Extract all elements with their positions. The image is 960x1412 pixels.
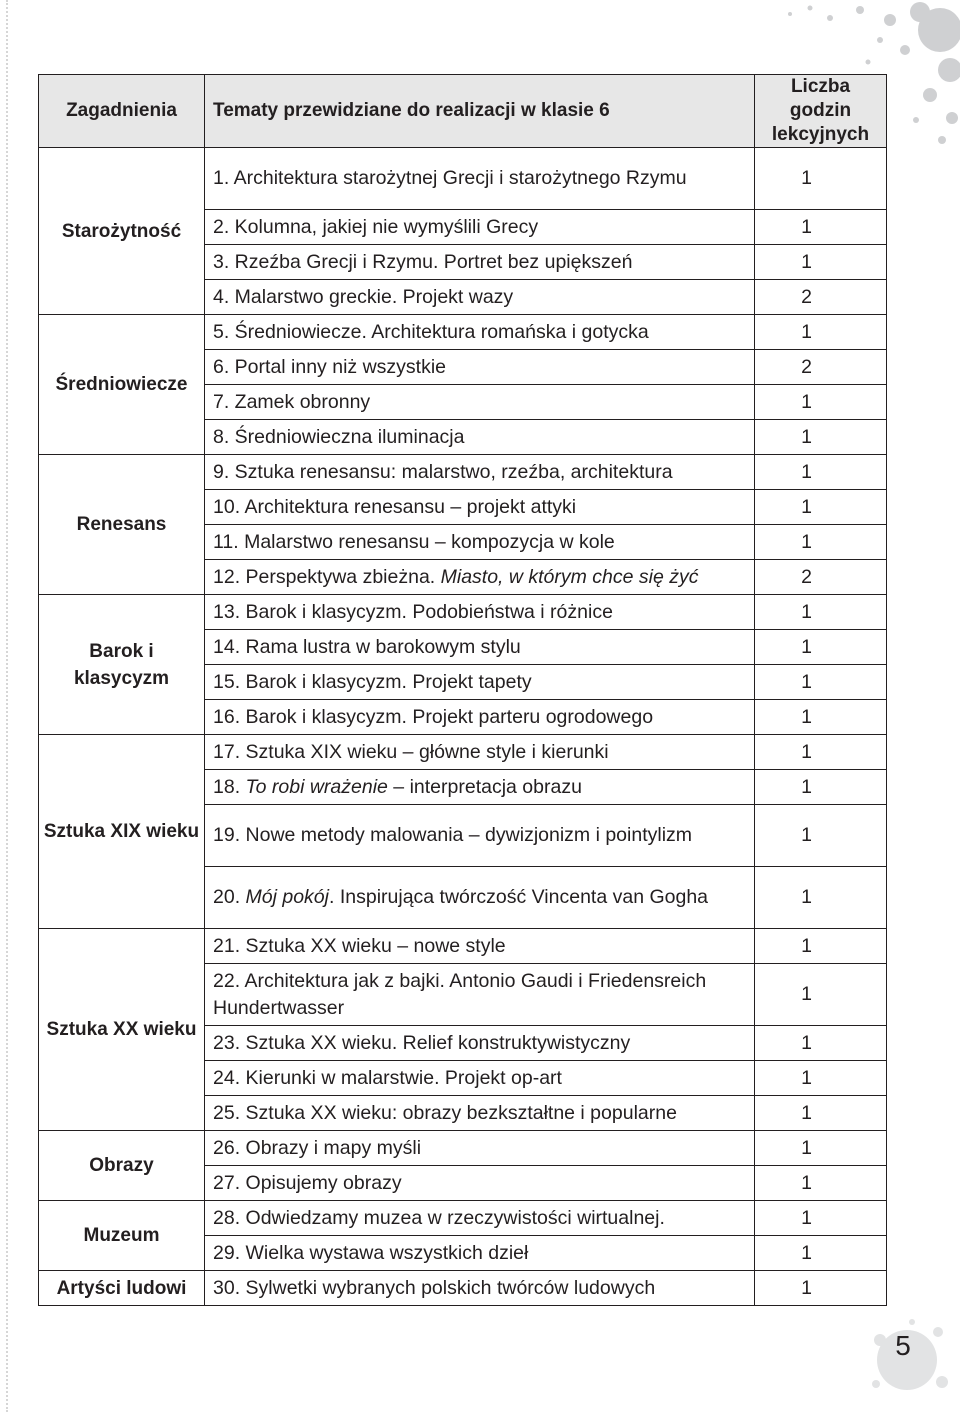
curriculum-table (38, 74, 887, 1306)
topic-italic-title: To robi wrażenie (245, 775, 388, 798)
topic-title (205, 1096, 755, 1131)
table-row (39, 595, 887, 630)
topic-text: 21. Sztuka XX wieku – nowe style (213, 934, 506, 957)
header-sections: Zagadnienia (39, 75, 205, 148)
topic-title (205, 1271, 755, 1306)
topic-hours: 1 (755, 630, 887, 665)
topic-hours: 1 (755, 210, 887, 245)
topic-title (205, 245, 755, 280)
topic-text: 10. Architektura renesansu – projekt attyki (213, 495, 577, 518)
table-row (39, 1201, 887, 1236)
table-row (39, 455, 887, 490)
topic-title (205, 1061, 755, 1096)
topic-hours: 1 (755, 1166, 887, 1201)
topic-title (205, 525, 755, 560)
topic-text: 29. Wielka wystawa wszystkich dzieł (213, 1241, 529, 1264)
topic-hours: 1 (755, 595, 887, 630)
topic-hours: 1 (755, 385, 887, 420)
topic-title (205, 867, 755, 929)
header-hours: Liczba godzin lekcyjnych (755, 75, 887, 148)
topic-text: 23. Sztuka XX wieku. Relief konstruktywistyczny (213, 1031, 631, 1054)
section-name: Średniowiecze (39, 315, 205, 455)
topic-italic-title: Miasto, w którym chce się żyć (440, 565, 699, 588)
topic-hours: 1 (755, 929, 887, 964)
topic-text: 6. Portal inny niż wszystkie (213, 355, 447, 378)
topic-hours: 1 (755, 1026, 887, 1061)
page-number: 5 (895, 1330, 911, 1361)
topic-text: 19. Nowe metody malowania – dywizjonizm i pointylizm (213, 824, 693, 846)
topic-text: 3. Rzeźba Grecji i Rzymu. Portret bez upiększeń (213, 250, 633, 273)
topic-title (205, 280, 755, 315)
section-name: Renesans (39, 455, 205, 595)
topic-title (205, 595, 755, 630)
table-row (39, 315, 887, 350)
table-row (39, 1131, 887, 1166)
topic-title (205, 148, 755, 210)
section-name: Obrazy (39, 1131, 205, 1201)
topic-title (205, 929, 755, 964)
topic-hours: 1 (755, 1201, 887, 1236)
topic-title (205, 1131, 755, 1166)
topic-text: 5. Średniowiecze. Architektura romańska i gotycka (213, 320, 649, 343)
topic-hours: 1 (755, 1236, 887, 1271)
topic-title (205, 315, 755, 350)
topic-title (205, 420, 755, 455)
header-topics: Tematy przewidziane do realizacji w klasie 6 (205, 75, 755, 148)
topic-title (205, 385, 755, 420)
section-name: Sztuka XIX wieku (39, 735, 205, 929)
topic-hours: 2 (755, 280, 887, 315)
topic-title (205, 1236, 755, 1271)
topic-text: 27. Opisujemy obrazy (213, 1171, 402, 1194)
topic-text: 13. Barok i klasycyzm. Podobieństwa i różnice (213, 600, 613, 623)
topic-hours: 1 (755, 148, 887, 210)
topic-text: 17. Sztuka XIX wieku – główne style i kierunki (213, 740, 609, 763)
topic-hours: 1 (755, 490, 887, 525)
table-row (39, 1271, 887, 1306)
topic-text: 26. Obrazy i mapy myśli (213, 1136, 422, 1159)
topic-hours: 1 (755, 665, 887, 700)
topic-text: 24. Kierunki w malarstwie. Projekt op-art (213, 1066, 562, 1089)
topic-hours: 1 (755, 315, 887, 350)
table-header-row (39, 75, 887, 148)
topic-hours: 1 (755, 525, 887, 560)
topic-text: 14. Rama lustra w barokowym stylu (213, 635, 521, 658)
topic-text: 2. Kolumna, jakiej nie wymyślili Grecy (213, 215, 539, 238)
topic-hours: 2 (755, 560, 887, 595)
section-name: Starożytność (39, 148, 205, 315)
section-name: Sztuka XX wieku (39, 929, 205, 1131)
topic-title (205, 210, 755, 245)
topic-title (205, 665, 755, 700)
page-dotted-edge (6, 0, 8, 1412)
topic-text: 28. Odwiedzamy muzea w rzeczywistości wirtualnej. (213, 1206, 665, 1229)
topic-title (205, 735, 755, 770)
table-body (39, 148, 887, 1306)
topic-title (205, 700, 755, 735)
topic-hours: 1 (755, 867, 887, 929)
topic-title (205, 805, 755, 867)
topic-number: 20. (213, 886, 246, 908)
topic-hours: 1 (755, 964, 887, 1026)
topic-number: 18. (213, 775, 246, 798)
topic-title (205, 455, 755, 490)
section-name: Artyści ludowi (39, 1271, 205, 1306)
topic-hours: 1 (755, 245, 887, 280)
topic-hours: 2 (755, 350, 887, 385)
table-row (39, 148, 887, 210)
topic-hours: 1 (755, 1271, 887, 1306)
topic-hours: 1 (755, 805, 887, 867)
topic-text: 12. Perspektywa zbieżna. (213, 565, 441, 588)
topic-title (205, 490, 755, 525)
topic-hours: 1 (755, 700, 887, 735)
topic-text: 15. Barok i klasycyzm. Projekt tapety (213, 670, 532, 693)
topic-text: 8. Średniowieczna iluminacja (213, 425, 465, 448)
topic-hours: 1 (755, 455, 887, 490)
topic-hours: 1 (755, 735, 887, 770)
table-row (39, 735, 887, 770)
section-name: Barok i klasycyzm (39, 595, 205, 735)
topic-text: 30. Sylwetki wybranych polskich twórców ludowych (213, 1276, 656, 1299)
topic-text: 25. Sztuka XX wieku: obrazy bezkształtne i popularne (213, 1101, 677, 1124)
topic-title (205, 630, 755, 665)
topic-text: – interpretacja obrazu (387, 775, 582, 798)
table-row (39, 929, 887, 964)
topic-text: 4. Malarstwo greckie. Projekt wazy (213, 285, 514, 308)
topic-text: 16. Barok i klasycyzm. Projekt parteru ogrodowego (213, 705, 654, 728)
section-name: Muzeum (39, 1201, 205, 1271)
topic-hours: 1 (755, 1096, 887, 1131)
topic-title (205, 1166, 755, 1201)
topic-text: 11. Malarstwo renesansu – kompozycja w kole (213, 530, 615, 553)
topic-text: 1. Architektura starożytnej Grecji i starożytnego Rzymu (213, 167, 687, 189)
topic-hours: 1 (755, 1061, 887, 1096)
topic-title (205, 1026, 755, 1061)
topic-italic-title: Mój pokój (245, 886, 329, 908)
topic-title (205, 964, 755, 1026)
topic-text: . Inspirująca twórczość Vincenta van Gogha (329, 886, 709, 908)
topic-hours: 1 (755, 1131, 887, 1166)
topic-text: 7. Zamek obronny (213, 390, 371, 413)
topic-text: 22. Architektura jak z bajki. Antonio Gaudi i Friedensreich Hundertwasser (213, 969, 707, 1019)
topic-text: 9. Sztuka renesansu: malarstwo, rzeźba, architektura (213, 460, 673, 483)
topic-hours: 1 (755, 770, 887, 805)
topic-title (205, 350, 755, 385)
topic-title (205, 560, 755, 595)
topic-title (205, 1201, 755, 1236)
topic-hours: 1 (755, 420, 887, 455)
topic-title (205, 770, 755, 805)
